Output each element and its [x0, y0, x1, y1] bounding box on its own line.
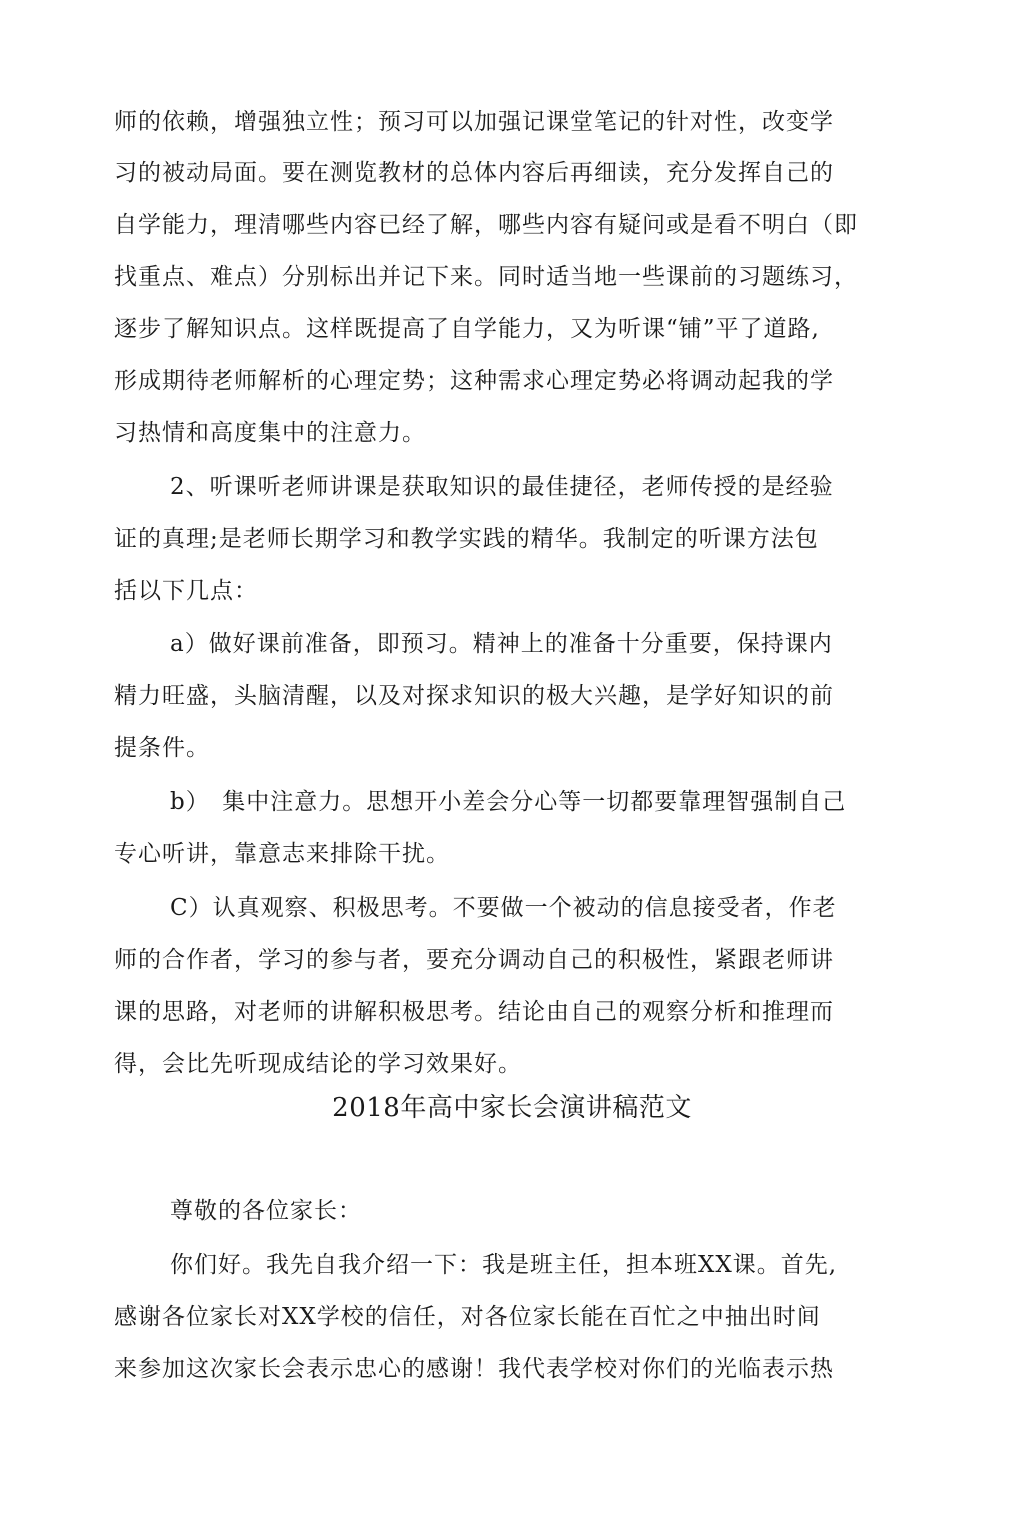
text-line: C）认真观察、积极思考。不要做一个被动的信息接受者，作老	[170, 895, 837, 921]
text-line: a）做好课前准备，即预习。精神上的准备十分重要，保持课内	[170, 631, 833, 657]
text-line: 找重点、难点）分别标出并记下来。同时适当地一些课前的习题练习，	[114, 264, 858, 290]
text-line: 师的依赖，增强独立性；预习可以加强记课堂笔记的针对性，改变学	[114, 109, 834, 135]
text-line: 提条件。	[114, 735, 210, 761]
text-line: 证的真理;是老师长期学习和教学实践的精华。我制定的听课方法包	[114, 526, 819, 552]
text-line: 逐步了解知识点。这样既提高了自学能力，又为听课“铺”平了道路,	[114, 316, 820, 342]
text-line: 习的被动局面。要在测览教材的总体内容后再细读，充分发挥自己的	[114, 160, 834, 186]
text-line: 课的思路，对老师的讲解积极思考。结论由自己的观察分析和推理而	[114, 999, 834, 1025]
text-line: 得，会比先听现成结论的学习效果好。	[114, 1051, 522, 1077]
text-line: 习热情和高度集中的注意力。	[114, 420, 426, 446]
text-line: 精力旺盛，头脑清醒，以及对探求知识的极大兴趣，是学好知识的前	[114, 683, 834, 709]
text-line: 括以下几点：	[114, 578, 258, 604]
document-title: 2018年高中家长会演讲稿范文	[332, 1093, 692, 1123]
text-line: 专心听讲，靠意志来排除干扰。	[114, 841, 450, 867]
greeting: 尊敬的各位家长：	[170, 1198, 362, 1224]
text-line: 来参加这次家长会表示忠心的感谢！我代表学校对你们的光临表示热	[114, 1356, 834, 1382]
text-line: 2、听课听老师讲课是获取知识的最佳捷径，老师传授的是经验	[170, 474, 834, 500]
text-line: 感谢各位家长对XX学校的信任，对各位家长能在百忙之中抽出时间	[114, 1304, 821, 1330]
text-line: 形成期待老师解析的心理定势；这种需求心理定势必将调动起我的学	[114, 368, 834, 394]
text-line: b） 集中注意力。思想开小差会分心等一切都要靠理智强制自己	[170, 789, 847, 815]
text-line: 自学能力，理清哪些内容已经了解，哪些内容有疑问或是看不明白（即	[114, 212, 858, 238]
text-line: 师的合作者，学习的参与者，要充分调动自己的积极性，紧跟老师讲	[114, 947, 834, 973]
text-line: 你们好。我先自我介绍一下：我是班主任，担本班XX课。首先,	[170, 1252, 838, 1278]
